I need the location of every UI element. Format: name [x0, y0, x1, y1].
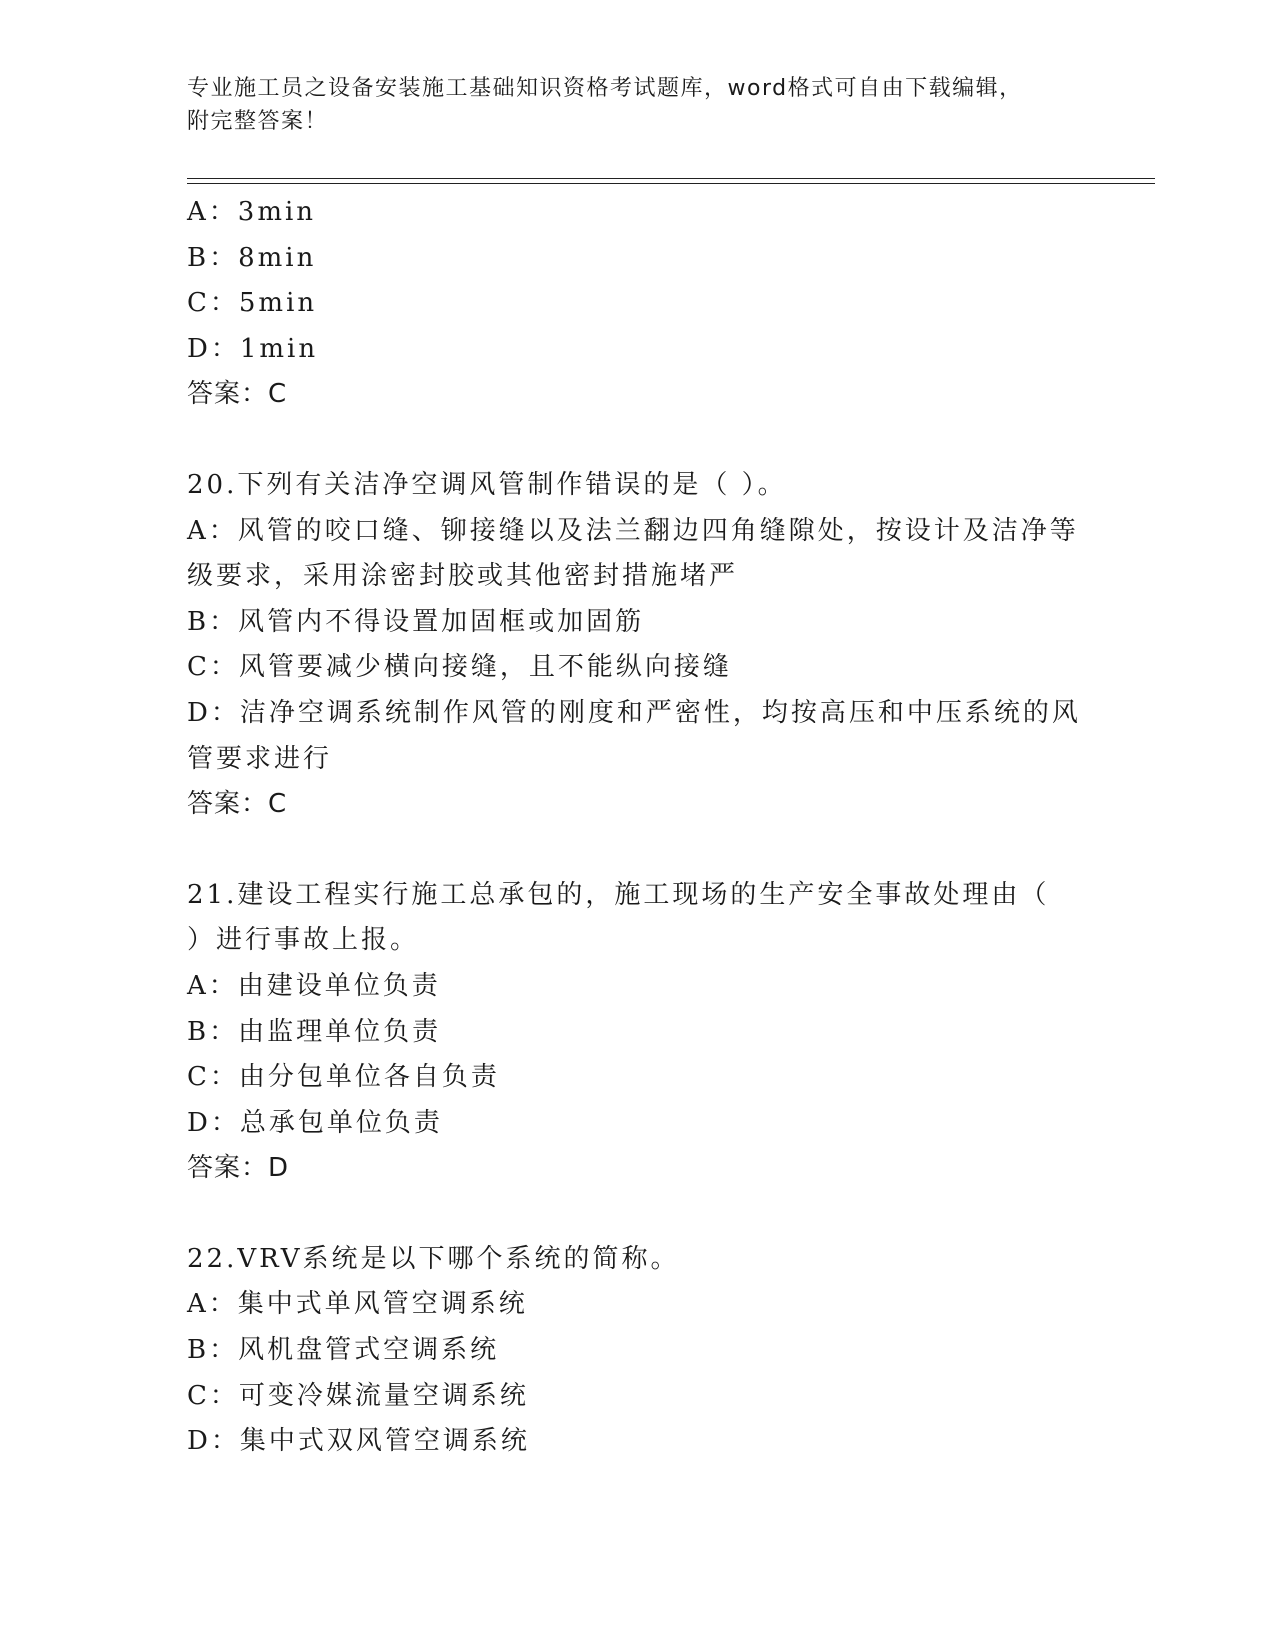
option-a: A：由建设单位负责 — [187, 970, 441, 1001]
page-header — [187, 72, 1087, 138]
option-c: C：5min — [187, 288, 318, 319]
option-c: C：可变冷媒流量空调系统 — [187, 1380, 529, 1411]
option-b: B：风机盘管式空调系统 — [187, 1335, 500, 1366]
option-b: B：由监理单位负责 — [187, 1016, 442, 1047]
question-stem: 21.建设工程实行施工总承包的，施工现场的生产安全事故处理由（ — [187, 879, 1050, 910]
answer: 答案：D — [187, 1153, 290, 1184]
answer: 答案：C — [187, 379, 288, 410]
question-20 — [187, 463, 1087, 828]
option-d: D：总承包单位负责 — [187, 1107, 443, 1138]
option-a: A：集中式单风管空调系统 — [187, 1289, 528, 1320]
option-b: B：风管内不得设置加固框或加固筋 — [187, 606, 645, 637]
answer: 答案：C — [187, 789, 288, 820]
option-a: A：3min — [187, 197, 317, 227]
option-a-continued: 级要求，采用涂密封胶或其他密封措施堵严 — [187, 561, 739, 592]
header-line-1: 专业施工员之设备安装施工基础知识资格考试题库，word格式可自由下载编辑， — [187, 76, 1023, 101]
question-19 — [187, 190, 1087, 418]
question-21 — [187, 873, 1087, 1192]
option-d: D：洁净空调系统制作风管的刚度和严密性，均按高压和中压系统的风 — [187, 697, 1081, 728]
header-divider — [187, 178, 1155, 179]
option-a: A：风管的咬口缝、铆接缝以及法兰翻边四角缝隙处，按设计及洁净等 — [187, 515, 1079, 546]
header-line-2: 附完整答案！ — [187, 109, 329, 134]
spacer — [187, 418, 1087, 463]
option-d: D：1min — [187, 333, 319, 364]
option-b: B：8min — [187, 242, 317, 273]
option-d-continued: 管要求进行 — [187, 743, 333, 774]
question-stem: 20.下列有关洁净空调风管制作错误的是（ ）。 — [187, 469, 787, 500]
option-c: C：由分包单位各自负责 — [187, 1062, 500, 1093]
header-divider-second — [187, 183, 1155, 184]
question-22 — [187, 1237, 1087, 1465]
spacer — [187, 828, 1087, 873]
question-stem: 22.VRV系统是以下哪个系统的简称。 — [187, 1243, 680, 1274]
spacer — [187, 1192, 1087, 1237]
option-c: C：风管要减少横向接缝，且不能纵向接缝 — [187, 652, 732, 683]
question-list — [187, 190, 1087, 1465]
option-d: D：集中式双风管空调系统 — [187, 1426, 530, 1457]
question-stem-continued: ）进行事故上报。 — [187, 925, 420, 956]
